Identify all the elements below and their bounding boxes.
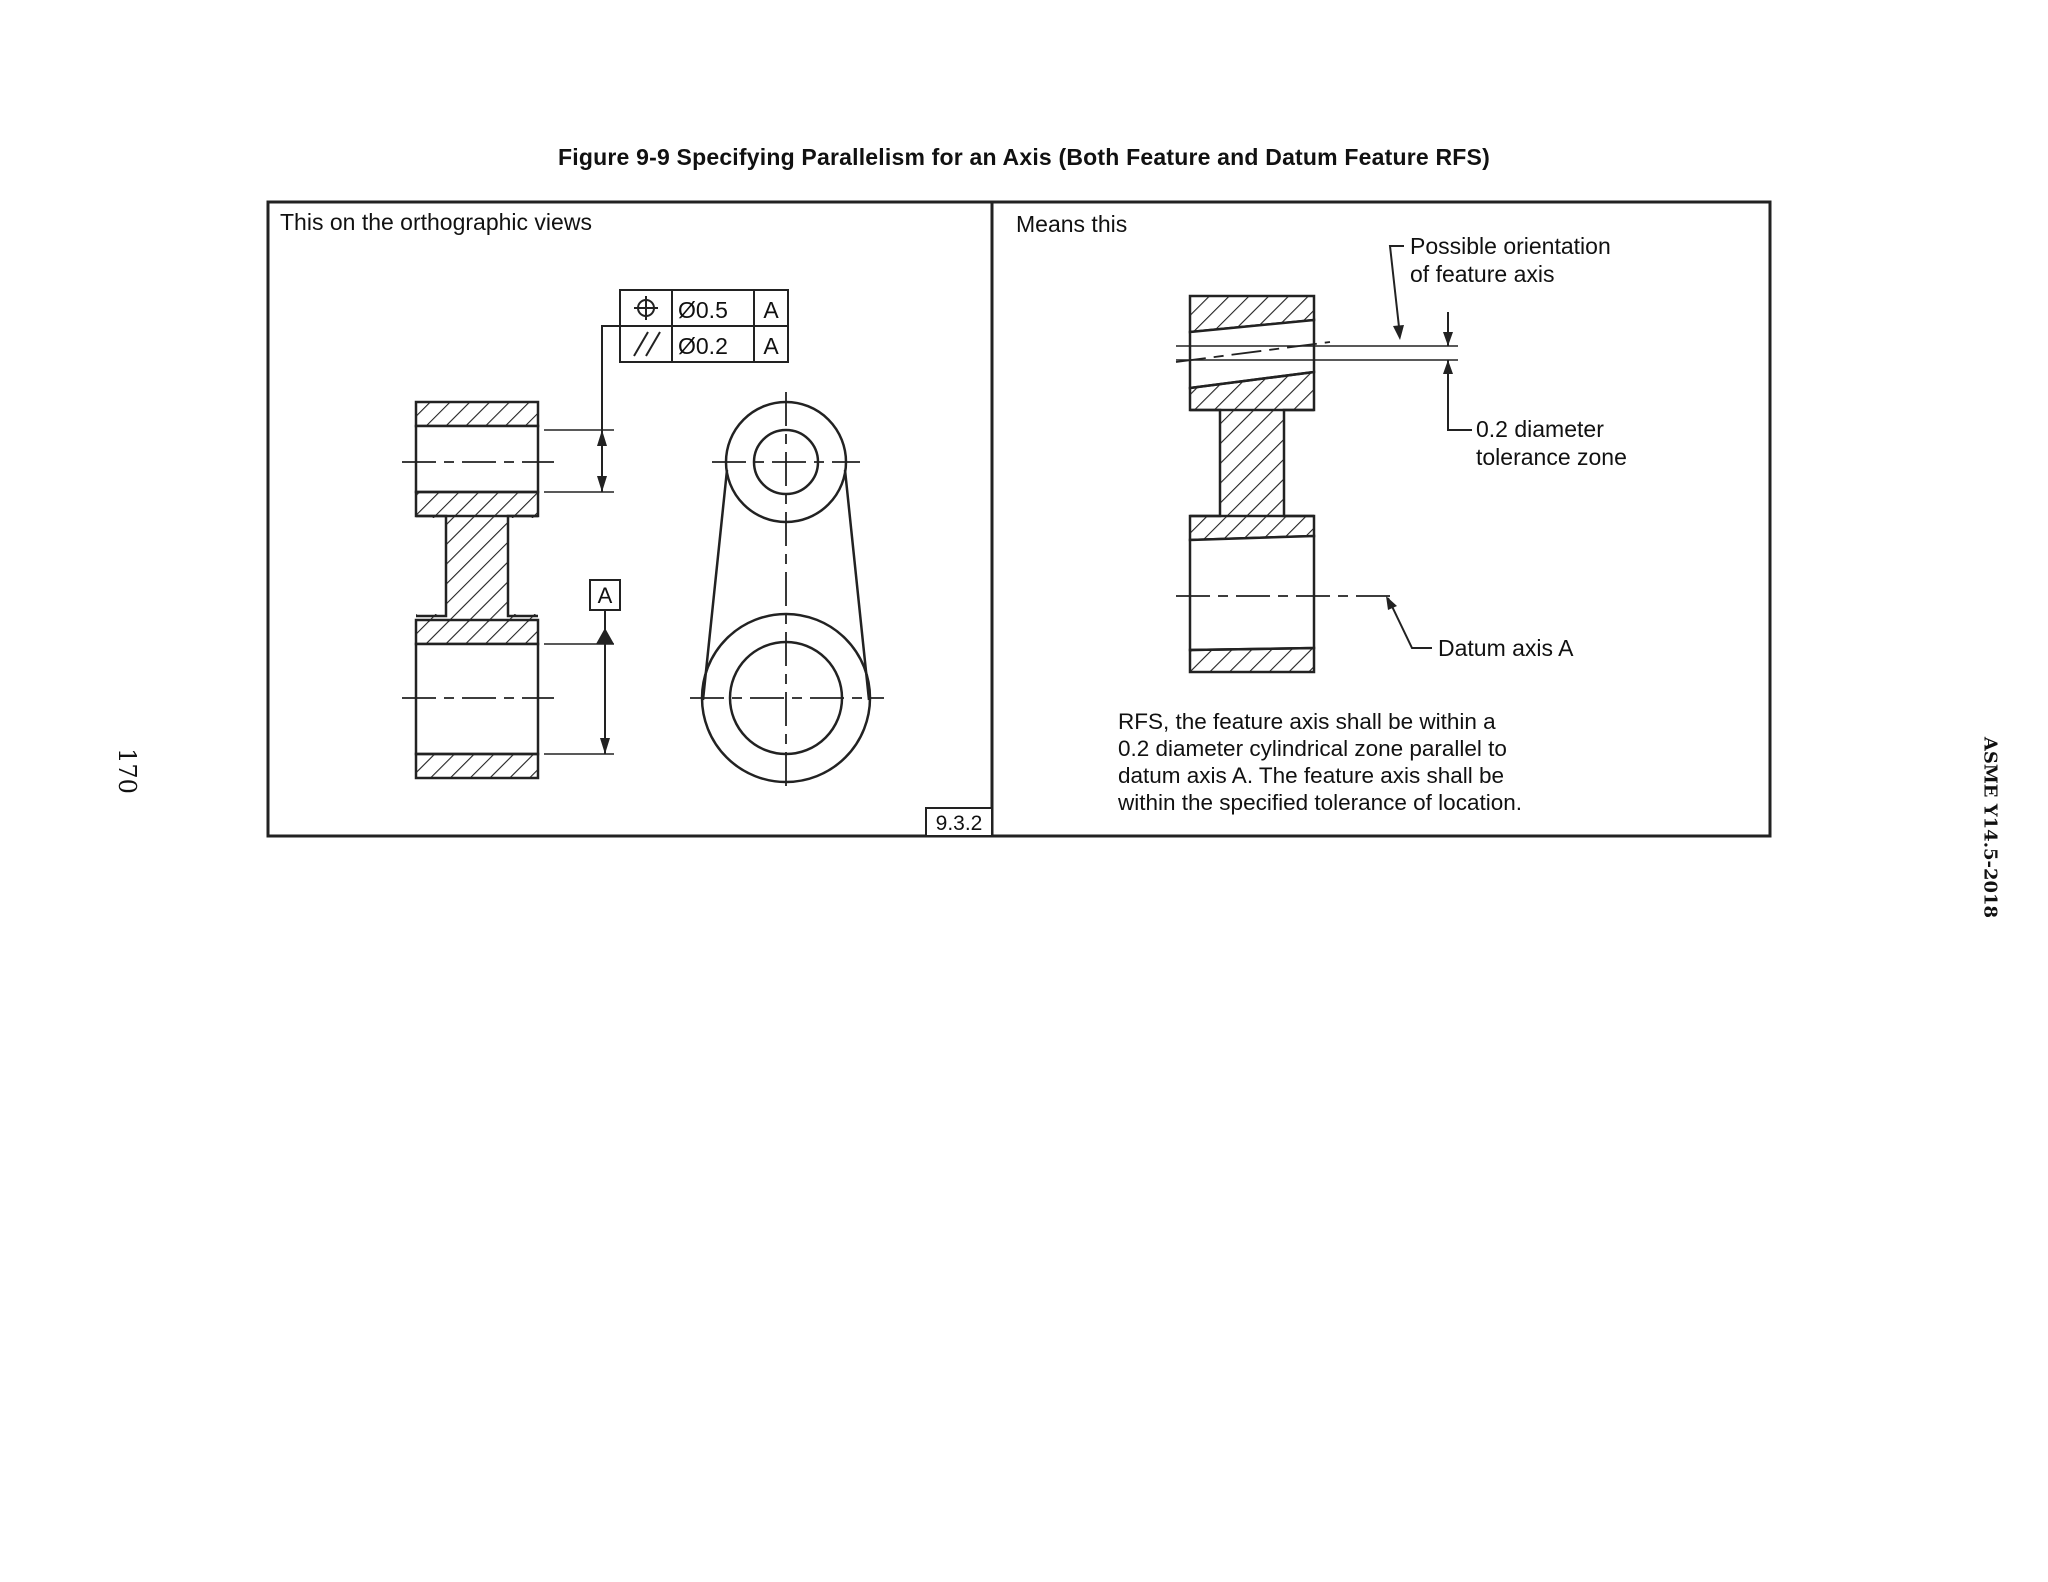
explanation-line-1: RFS, the feature axis shall be within a <box>1118 709 1496 734</box>
callout-zone-line-1: 0.2 diameter <box>1476 416 1604 442</box>
fcf-datum-1: A <box>763 297 779 323</box>
fcf-tolerance-1: Ø0.5 <box>678 297 728 323</box>
zone-leader <box>1448 410 1472 430</box>
callout-zone-line-2: tolerance zone <box>1476 444 1627 470</box>
side-section-view <box>402 402 614 778</box>
datum-triangle <box>596 628 614 644</box>
right-panel-heading: Means this <box>1016 211 1128 237</box>
front-view <box>690 392 884 792</box>
left-panel-heading: This on the orthographic views <box>280 209 592 235</box>
figure-title: Figure 9-9 Specifying Parallelism for an Axis (Both Feature and Datum Feature RFS) <box>558 144 1490 170</box>
callout-orientation-line-1: Possible orientation <box>1410 233 1611 259</box>
parallelism-icon <box>634 332 660 356</box>
standard-label: ASME Y14.5-2018 <box>1979 736 2001 919</box>
page-number: 170 <box>112 748 141 794</box>
fcf-datum-2: A <box>763 333 779 359</box>
fcf-leader <box>602 326 620 430</box>
datum-symbol-label: A <box>597 583 613 608</box>
fcf-tolerance-2: Ø0.2 <box>678 333 728 359</box>
interpretation-section-view <box>1176 296 1458 672</box>
callout-orientation-line-2: of feature axis <box>1410 261 1555 287</box>
explanation-line-4: within the specified tolerance of location. <box>1118 790 1522 815</box>
orientation-leader <box>1390 246 1404 336</box>
explanation-line-3: datum axis A. The feature axis shall be <box>1118 763 1505 788</box>
position-icon <box>634 296 658 320</box>
paragraph-ref: 9.3.2 <box>935 812 983 835</box>
explanation-line-2: 0.2 diameter cylindrical zone parallel to <box>1118 736 1507 761</box>
callout-datum-axis: Datum axis A <box>1438 635 1574 661</box>
